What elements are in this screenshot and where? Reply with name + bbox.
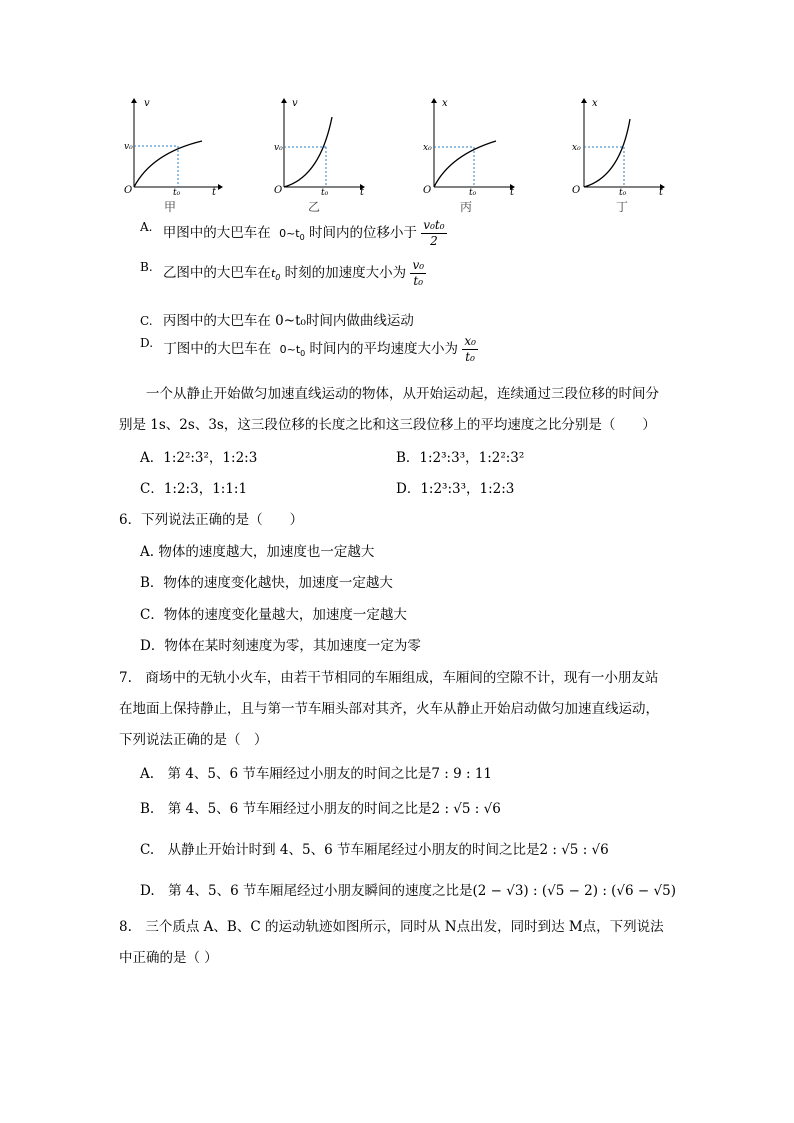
q7-stem-line-2: 在地面上保持静止，且与第一节车厢头部对其齐，火车从静止开始启动做匀加速直线运动，	[119, 701, 659, 717]
q7-stem-line-1: 7. 商场中的无轨小火车，由若干节相同的车厢组成，车厢间的空隙不计，现有一小朋友站	[119, 670, 659, 686]
option-letter: D.	[140, 336, 154, 350]
q5-option-d[interactable]: D．1:2³:3³，1:2:3	[396, 481, 515, 497]
range-sub: 0	[300, 349, 306, 358]
q6-option-c[interactable]: C．物体的速度变化量越大，加速度一定越大	[140, 607, 407, 623]
graph-bing	[420, 95, 515, 213]
origin-label: O	[274, 185, 283, 196]
x-axis-label: t	[360, 187, 365, 198]
q8-stem-line-2: 中正确的是（ ）	[119, 950, 218, 966]
x-mark: t₀	[321, 188, 329, 198]
y-axis-label: v	[292, 98, 298, 109]
fraction-numerator: v₀	[412, 258, 425, 272]
q5-option-a[interactable]: A．1:2²:3²，1:2:3	[140, 450, 258, 466]
fraction-denominator: t₀	[413, 274, 424, 288]
q4-option-d[interactable]	[140, 334, 478, 365]
x-mark: t₀	[619, 188, 627, 198]
q4-option-c[interactable]	[140, 309, 414, 329]
fraction-denominator: t₀	[465, 350, 475, 364]
t-sub: 0	[275, 273, 281, 282]
origin-label: O	[572, 185, 581, 196]
q5-option-b[interactable]: B．1:2³:3³，1:2²:3²	[396, 450, 525, 466]
x-mark: t₀	[469, 188, 477, 198]
q8-stem-line-1: 8. 三个质点 A、B、C 的运动轨迹如图所示，同时从 N点出发，同时到达 M点，下列说法	[119, 919, 664, 935]
q7-stem-line-3: 下列说法正确的是（ ）	[119, 732, 268, 748]
y-mark: x₀	[572, 143, 581, 153]
option-letter: B.	[140, 260, 153, 274]
q7-option-c[interactable]: C. 从静止开始计时到 4、5、6 节车厢尾经过小朋友的时间之比是2 : √5 : √6	[140, 842, 609, 858]
option-text-2: 时间内的平均速度大小为	[309, 341, 459, 357]
option-letter: C.	[140, 314, 153, 328]
y-axis-label: x	[592, 98, 598, 109]
fraction-denominator: 2	[430, 234, 438, 248]
graph-ding	[568, 95, 663, 213]
q6-option-b[interactable]: B．物体的速度变化越快，加速度一定越大	[140, 575, 393, 591]
graph-caption: 甲	[163, 200, 176, 214]
q7-option-d[interactable]: D. 第 4、5、6 节车厢尾经过小朋友瞬间的速度之比是(2 − √3) : (√5 − 2) : (√6 − √5)	[140, 883, 676, 899]
xt-graph-bing	[420, 95, 520, 198]
graph-caption: 丁	[615, 200, 628, 214]
range-text: 0~t	[279, 343, 301, 356]
option-text: 丁图中的大巴车在	[163, 341, 272, 357]
option-text-2: 时间内的位移小于	[309, 225, 417, 241]
vt-graph-jia	[122, 95, 222, 198]
graph-yi	[272, 95, 367, 213]
fraction-numerator: v₀t₀	[423, 218, 445, 232]
range-sub: 0	[299, 233, 305, 242]
y-mark: v₀	[274, 143, 283, 153]
origin-label: O	[124, 185, 133, 196]
graph-jia	[122, 95, 217, 213]
fraction	[462, 334, 478, 365]
range-text: 0~t	[279, 227, 300, 240]
x-axis-label: t	[510, 187, 515, 198]
q7-option-b[interactable]: B. 第 4、5、6 节车厢经过小朋友的时间之比是2 : √5 : √6	[140, 801, 501, 817]
x-axis-label: t	[659, 187, 664, 198]
graph-caption: 乙	[307, 200, 320, 214]
q5-option-c[interactable]: C．1:2:3，1:1:1	[140, 481, 248, 497]
q5-stem-line-2: 别是 1s、2s、3s，这三段位移的长度之比和这三段位移上的平均速度之比分别是（ ）	[119, 417, 656, 433]
q7-option-a[interactable]: A. 第 4、5、6 节车厢经过小朋友的时间之比是7 : 9 : 11	[140, 766, 493, 782]
y-axis-label: v	[144, 98, 150, 109]
q6-option-a[interactable]: A. 物体的速度越大，加速度也一定越大	[140, 544, 375, 560]
x-mark: t₀	[173, 188, 181, 198]
q4-option-b[interactable]	[140, 258, 426, 289]
q6-stem: 6．下列说法正确的是（ ）	[119, 512, 304, 528]
xt-graph-ding	[568, 95, 668, 198]
graph-caption: 丙	[459, 200, 472, 214]
fraction-numerator: x₀	[464, 334, 476, 348]
fraction	[410, 258, 426, 289]
origin-label: O	[423, 185, 432, 196]
vt-graph-yi	[272, 95, 372, 198]
q4-option-a[interactable]	[140, 218, 447, 249]
t-symbol: t	[270, 267, 276, 280]
option-text: 甲图中的大巴车在	[162, 225, 271, 241]
option-text: 丙图中的大巴车在 0~t₀时间内做曲线运动	[162, 313, 414, 329]
y-mark: v₀	[124, 142, 133, 152]
option-letter: A.	[140, 220, 153, 234]
option-text-2: 时刻的加速度大小为	[284, 265, 407, 281]
option-text: 乙图中的大巴车在	[162, 265, 271, 281]
fraction	[421, 218, 446, 249]
y-axis-label: x	[442, 98, 448, 109]
q6-option-d[interactable]: D．物体在某时刻速度为零，其加速度一定为零	[140, 638, 421, 654]
y-mark: x₀	[423, 143, 432, 153]
x-axis-label: t	[212, 187, 217, 198]
q5-stem-line-1: 一个从静止开始做匀加速直线运动的物体，从开始运动起，连续通过三段位移的时间分	[146, 386, 659, 402]
